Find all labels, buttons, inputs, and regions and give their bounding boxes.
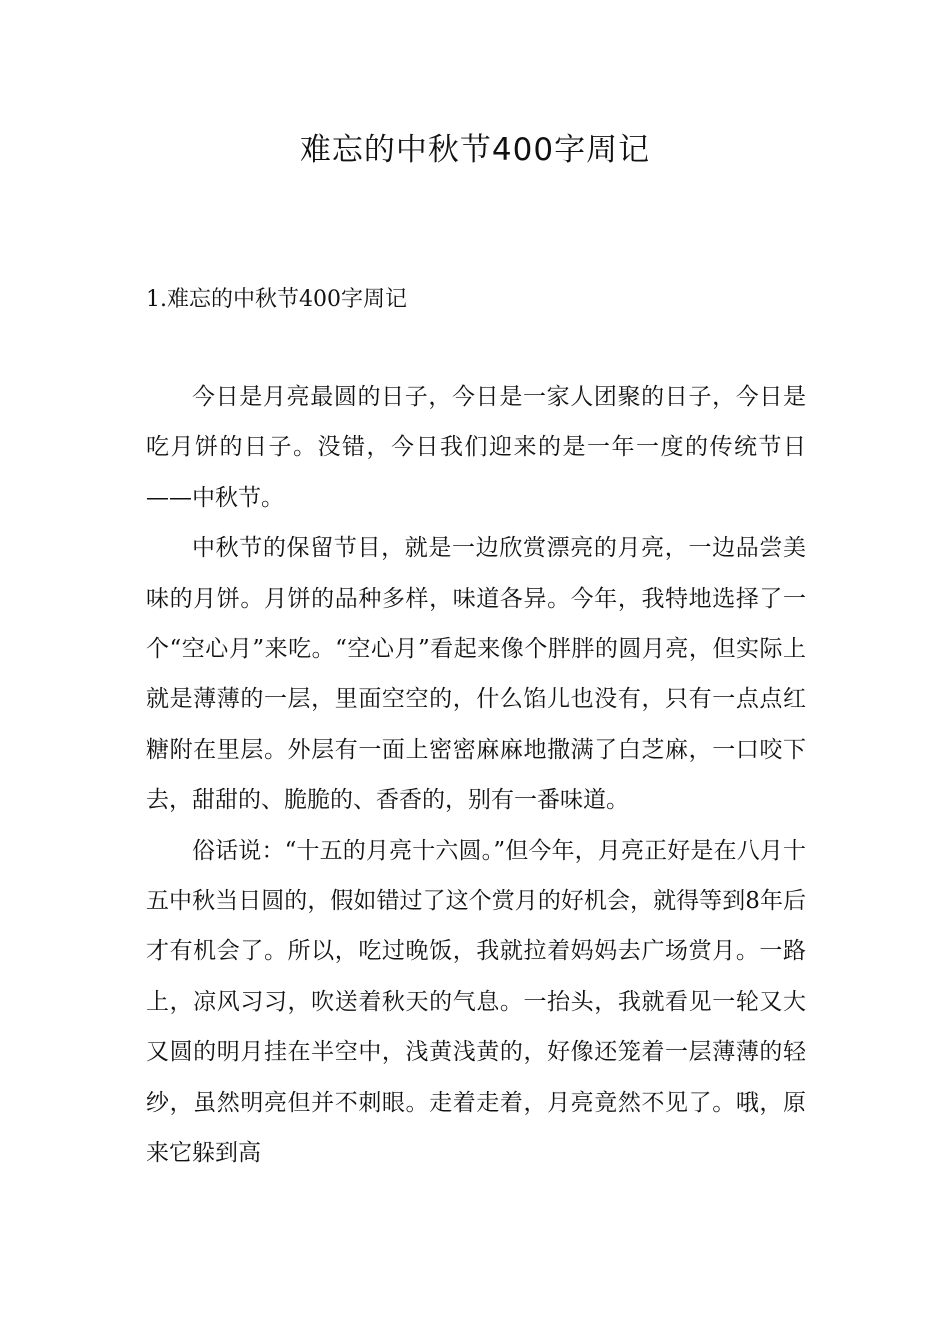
- article-body: [146, 372, 806, 1179]
- document-title: 难忘的中秋节400字周记: [299, 132, 651, 168]
- paragraph-3: 俗话说：“十五的月亮十六圆。”但今年，月亮正好是在八月十五中秋当日圆的，假如错过了这个赏月的好机会，就得等到8年后才有机会了。所以，吃过晚饭，我就拉着妈妈去广场赏月。一路上，凉风习习，吹送着秋天的气息。一抬头，我就看见一轮又大又圆的明月挂在半空中，浅黄浅黄的，好像还笼着一层薄薄的轻纱，虽然明亮但并不刺眼。走着走着，月亮竟然不见了。哦，原来它躲到高: [146, 837, 806, 1167]
- section-heading: 1.难忘的中秋节400字周记: [146, 287, 407, 312]
- paragraph-1: 今日是月亮最圆的日子，今日是一家人团聚的日子，今日是吃月饼的日子。没错，今日我们迎来的是一年一度的传统节日——中秋节。: [146, 384, 806, 511]
- paragraph-2: 中秋节的保留节目，就是一边欣赏漂亮的月亮，一边品尝美味的月饼。月饼的品种多样，味道各异。今年，我特地选择了一个“空心月”来吃。“空心月”看起来像个胖胖的圆月亮，但实际上就是薄薄的一层，里面空空的，什么馅儿也没有，只有一点点红糖附在里层。外层有一面上密密麻麻地撒满了白芝麻，一口咬下去，甜甜的、脆脆的、香香的，别有一番味道。: [146, 535, 806, 814]
